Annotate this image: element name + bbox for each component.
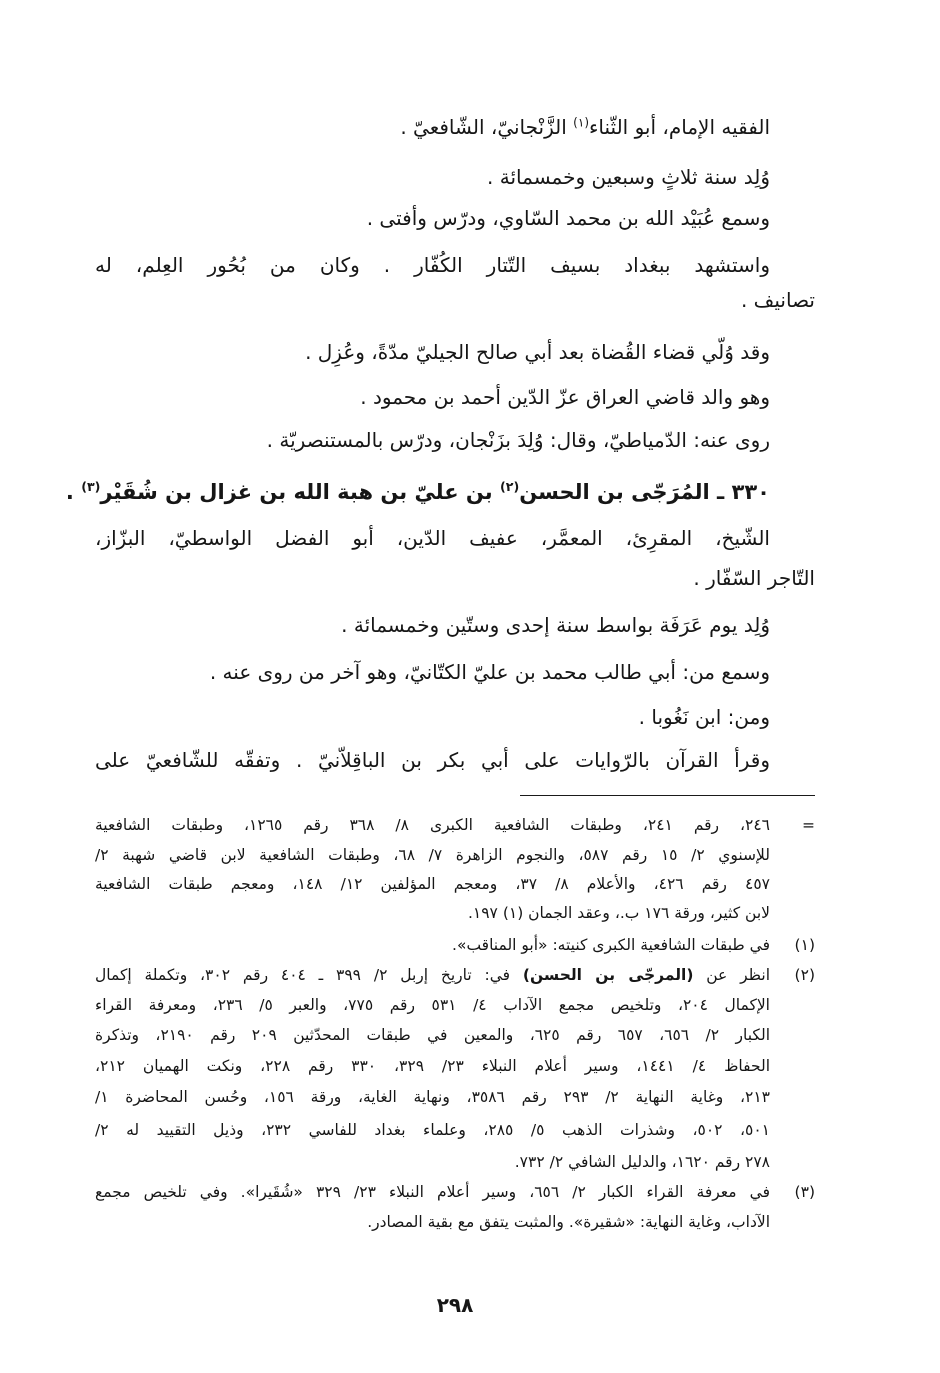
footnote-line: الآداب، وغاية النهاية: «شقيرة». والمثبت يتفق مع بقية المصادر.	[367, 1213, 770, 1231]
footnote-text: في: تاريخ إربل ٢/ ٣٩٩ ـ ٤٠٤ رقم ٣٠٢، وتكملة إكمال	[95, 966, 523, 984]
footnote-marker: (٢)	[794, 966, 815, 984]
footnote-marker: (١)	[794, 936, 815, 954]
page-number: ٢٩٨	[436, 1293, 474, 1317]
text-line	[400, 107, 770, 147]
text-line: تصانيف .	[740, 288, 815, 312]
text-line: التّاجر السّفّار .	[693, 566, 815, 590]
footnote-text: انظر عن	[693, 966, 770, 984]
text-line: وُلِد سنة ثلاثٍ وسبعين وخمسمائة .	[487, 165, 770, 189]
footnote-line: ٢١٣، وغاية النهاية ٢/ ٢٩٣ رقم ٣٥٨٦، ونهاية الغاية، ورقة ١٥٦، وحُسن المحاضرة ١/	[94, 1088, 770, 1106]
entry-dash: ـ	[717, 480, 725, 504]
line-text: الزَّنْجانيّ، الشّافعيّ .	[400, 115, 574, 139]
footnote-continuation-marker: =	[802, 816, 815, 834]
footnote-separator	[520, 795, 815, 796]
footnote-line: الإكمال ٢٠٤، وتلخيص مجمع الآداب ٤/ ٥٣١ رقم ٧٧٥، والعبر ٥/ ٢٣٦، ومعرفة القراء	[95, 996, 770, 1014]
footnote-ref: (٣)	[81, 479, 101, 494]
text-line: واستشهد ببغداد بسيف التّتار الكُفّار . وكان من بُحُور العِلم، له	[95, 253, 770, 277]
text-line: وسمع من: أبي طالب محمد بن عليّ الكتّانيّ، وهو آخر من روى عنه .	[209, 660, 770, 684]
entry-lineage: بن عليّ بن هبة الله بن غزال بن شُقَيْر	[100, 480, 501, 504]
footnote-line: ٢٤٦، رقم ٢٤١، وطبقات الشافعية الكبرى ٨/ ٣٦٨ رقم ١٢٦٥، وطبقات الشافعية	[95, 816, 770, 834]
entry-heading	[66, 470, 770, 514]
text-line: وهو والد قاضي العراق عزّ الدّين أحمد بن محمود .	[360, 385, 770, 409]
footnote-ref: (٢)	[500, 479, 520, 494]
entry-heading-end: .	[65, 480, 82, 504]
text-line: وسمع عُبَيْد الله بن محمد السّاوي، ودرّس وأفتى .	[366, 206, 770, 230]
text-line: وقد وُلّي قضاء القُضاة بعد أبي صالح الجيليّ مدّةً، وعُزِل .	[305, 340, 770, 364]
text-line: الشّيخ، المقرِئ، المعمَّر، عفيف الدّين، أبو الفضل الواسطيّ، البزّاز،	[95, 526, 770, 550]
text-line: وقرأ القرآن بالرّوايات على أبي بكر بن الباقِلاّنيّ . وتفقّه للشّافعيّ على	[95, 748, 770, 772]
footnote-line: في طبقات الشافعية الكبرى كنيته: «أبو المناقب».	[452, 936, 770, 954]
footnote-ref: (١)	[573, 115, 589, 130]
text-line: وُلِد يوم عَرَفَة بواسط سنة إحدى وستّين وخمسمائة .	[341, 613, 770, 637]
footnote-subject: (المرجّى بن الحسن)	[522, 966, 694, 984]
text-line: روى عنه: الدّمياطيّ، وقال: وُلِدَ بزَنْجان، ودرّس بالمستنصريّة .	[266, 428, 770, 452]
footnote-line: الكبار ٢/ ٦٥٦، ٦٥٧ رقم ٦٢٥، والمعين في طبقات المحدّثين ٢٠٩ رقم ٢١٩٠، وتذكرة	[95, 1026, 770, 1044]
line-text: الفقيه الإمام، أبو الثّناء	[589, 115, 770, 139]
footnote-marker: (٣)	[794, 1183, 815, 1201]
footnote-line	[95, 960, 770, 990]
entry-number: ٣٣٠	[731, 480, 770, 504]
footnote-line: ٥٠١، ٥٠٢، وشذرات الذهب ٥/ ٢٨٥، وعلماء بغداد للفاسي ٢٣٢، وذيل التقييد له ٢/	[95, 1121, 770, 1139]
entry-name: المُرَجّى بن الحسن	[519, 480, 710, 504]
footnote-line: ٤٥٧ رقم ٤٢٦، والأعلام ٨/ ٣٧، ومعجم المؤلفين ١٢/ ١٤٨، ومعجم طبقات الشافعية	[95, 875, 770, 893]
footnote-line: ٢٧٨ رقم ١٦٢٠، والدليل الشافي ٢/ ٧٣٢.	[514, 1153, 770, 1171]
footnote-line: الحفاظ ٤/ ١٤٤١، وسير أعلام النبلاء ٢٣/ ٣٢٩، ٣٣٠ رقم ٢٢٨، ونكت الهميان ٢١٢،	[94, 1057, 770, 1075]
footnote-line: للإسنوي ٢/ ١٥ رقم ٥٨٧، والنجوم الزاهرة ٧/ ٦٨، وطبقات الشافعية لابن قاضي شهبة ٢/	[94, 846, 770, 864]
footnote-line: في معرفة القراء الكبار ٢/ ٦٥٦، وسير أعلام النبلاء ٢٣/ ٣٢٩ «شُقَيرا». وفي تلخيص مجمع	[95, 1183, 770, 1201]
text-line: ومن: ابن نَغُوبا .	[638, 705, 770, 729]
footnote-line: لابن كثير، ورقة ١٧٦ ب.، وعقد الجمان (١) ١٩٧.	[467, 904, 770, 922]
